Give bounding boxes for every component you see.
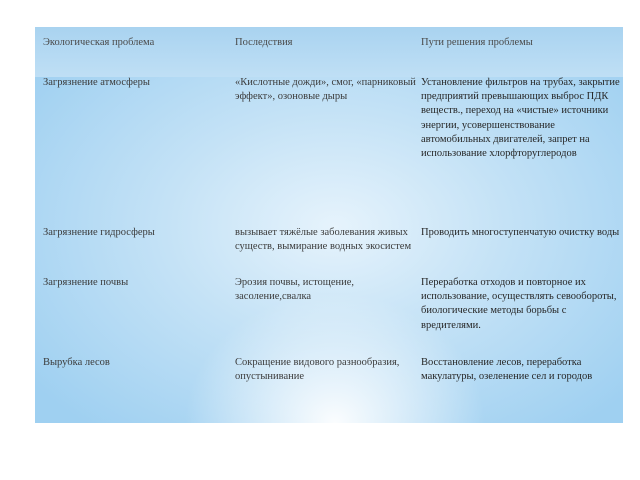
table-row <box>35 356 625 406</box>
row-problem: Загрязнение атмосферы <box>43 77 150 88</box>
row-problem: Вырубка лесов <box>43 357 110 368</box>
row-solutions: Восстановление лесов, переработка макулатуры, озеленение сел и городов <box>421 357 593 383</box>
table-row <box>35 276 625 356</box>
header-consequences: Последствия <box>235 37 293 48</box>
row-consequences: Сокращение видового разнообразия, опустынивание <box>235 357 400 383</box>
row-solutions: Установление фильтров на трубах, закрытие предприятий превышающих выброс ПДК веществ., переход на «чистые» источники энергии, усовершенствование автомобильных двигателей, запрет на использование хлорфторуглеродов <box>421 77 620 160</box>
row-solutions: Проводить многоступенчатую очистку воды <box>421 227 620 238</box>
header-solutions: Пути решения проблемы <box>421 37 533 48</box>
row-consequences: «Кислотные дожди», смог, «парниковый эффект», озоновые дыры <box>235 77 416 103</box>
row-consequences: Эрозия почвы, истощение, засоление,свалка <box>235 277 355 303</box>
row-problem: Загрязнение гидросферы <box>43 227 155 238</box>
row-solutions: Переработка отходов и повторное их использование, осуществлять севообороты, биологические методы борьбы с вредителями. <box>421 277 617 331</box>
table-header-row <box>35 36 625 76</box>
row-problem: Загрязнение почвы <box>43 277 129 288</box>
table-row <box>35 76 625 226</box>
ecology-table <box>35 36 625 406</box>
row-consequences: вызывает тяжёлые заболевания живых существ, вымирание водных экосистем <box>235 227 412 253</box>
header-problem: Экологическая проблема <box>43 37 155 48</box>
table-panel <box>35 27 623 423</box>
table-row <box>35 226 625 276</box>
